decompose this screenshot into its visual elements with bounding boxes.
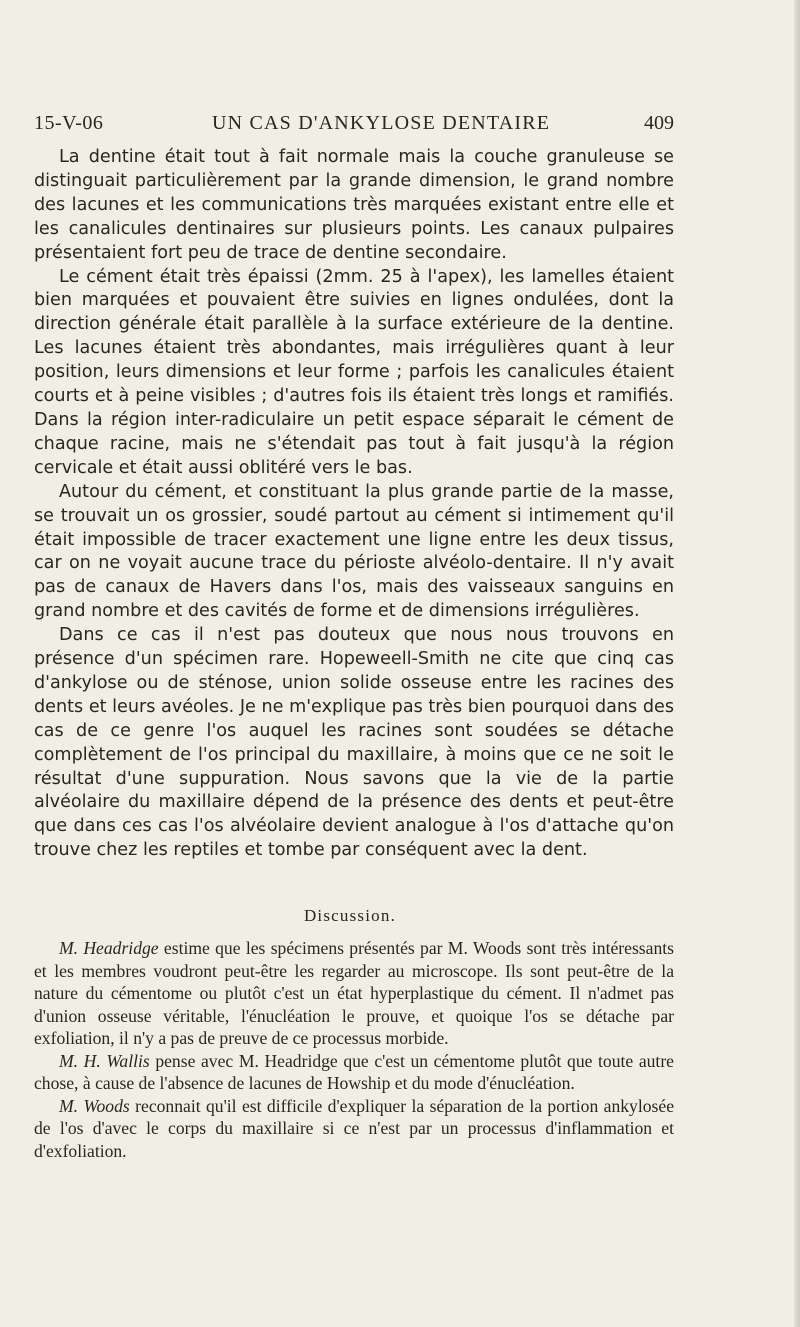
speaker-name: M. Woods — [59, 1095, 130, 1116]
article-body — [34, 146, 674, 863]
discussion-text: pense avec M. Headridge que c'est un cémentome plutôt que toute autre chose, à cause de l'absence de lacunes de Howship et du mode d'énucléation. — [34, 1050, 674, 1093]
header-title: UN CAS D'ANKYLOSE DENTAIRE — [212, 112, 551, 134]
page-number: 409 — [644, 112, 674, 134]
paragraph: Autour du cément, et constituant la plus grande partie de la masse, se trouvait un os grossier, soudé partout au cément si intimement qu'il était impossible de tracer exactement une ligne entre les deux tissus, car on ne voyait aucune trace du périoste alvéolo-dentaire. Il n'y avait pas de canaux de Havers dans l'os, mais des vaisseaux sanguins en grand nombre et des cavités de forme et de dimensions irrégulières. — [34, 481, 674, 622]
discussion-heading: Discussion. — [303, 906, 397, 925]
header-folio: 15-V-06 — [34, 112, 104, 134]
paragraph: La dentine était tout à fait normale mais la couche granuleuse se distinguait particulièrement par la grande dimension, le grand nombre des lacunes et les communications très marquées existant entre elle et les canalicules dentinaires sur plusieurs points. Les canaux pulpaires présentaient fort peu de trace de dentine secondaire. — [34, 147, 674, 263]
paragraph: Dans ce cas il n'est pas douteux que nous nous trouvons en présence d'un spécimen rare. Hopeweell-Smith ne cite que cinq cas d'ankylose ou de sténose, union solide osseuse entre les racines des dents et leurs avéoles. Je ne m'explique pas très bien pourquoi dans des cas de ce genre l'os auquel les racines sont soudées se détache complètement de l'os principal du maxillaire, à moins que ce ne soit le résultat d'une suppuration. Nous savons que la vie de la partie alvéolaire du maxillaire dépend de la présence des dents et peut-être que dans ces cas l'os alvéolaire devient analogue à l'os d'attache qu'on trouve chez les reptiles et tombe par conséquent avec la dent. — [34, 625, 674, 861]
discussion-text: reconnait qu'il est difficile d'expliquer la séparation de la portion ankylosée de l'os d'avec le corps du maxillaire si ce n'est par un processus d'inflammation et d'exfoliation. — [34, 1095, 675, 1161]
page-edge — [794, 0, 800, 1327]
discussion-text: estime que les spécimens présentés par M. Woods sont très intéressants et les membres voudront peut-être les regarder au microscope. Ils sont peut-être de la nature du cémentome ou plutôt c'est un état hyperplastique du cément. Il n'admet pas d'union osseuse véritable, l'énucléation le prouve, et quoique l'os se détache par exfoliation, il n'y a pas de preuve de ce processus morbide. — [34, 938, 674, 1048]
paragraph: Le cément était très épaissi (2mm. 25 à l'apex), les lamelles étaient bien marquées et pouvaient être suivies en lignes ondulées, dont la direction générale était parallèle à la surface extérieure de la dentine. Les lacunes étaient très abondantes, mais irrégulières quant à leur position, leurs dimensions et leur forme ; parfois les canalicules étaient courts et à peine visibles ; d'autres fois ils étaient très longs et ramifiés. Dans la région inter-radiculaire un petit espace séparait le cément de chaque racine, mais ne s'étendait pas tout à fait jusqu'à la région cervicale et était aussi oblitéré vers le bas. — [34, 266, 674, 478]
discussion-body — [34, 937, 674, 1162]
discussion-entry — [34, 1095, 674, 1163]
running-header — [34, 112, 674, 142]
speaker-name: M. H. Wallis — [59, 1050, 150, 1071]
speaker-name: M. Headridge — [59, 938, 159, 958]
discussion-entry — [34, 1050, 674, 1095]
discussion-entry — [34, 937, 674, 1050]
